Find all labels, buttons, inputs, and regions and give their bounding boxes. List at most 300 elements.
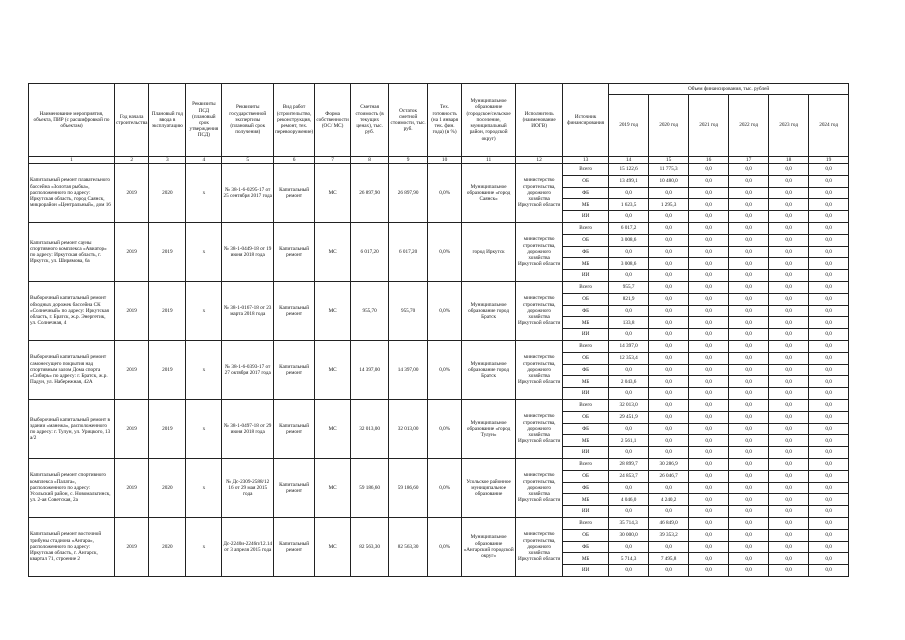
municipality: Усольское районное муниципальное образование (462, 458, 516, 517)
funding-amount: 0,0 (609, 541, 649, 553)
funding-amount: 0,0 (689, 364, 729, 376)
funding-amount: 0,0 (689, 293, 729, 305)
funding-amount: 0,0 (609, 270, 649, 282)
funding-amount: 0,0 (809, 506, 849, 518)
year-start: 2019 (115, 458, 149, 517)
funding-amount: 0,0 (649, 234, 689, 246)
expertise: Дс-2240и-2246п/12.14 от 3 апреля 2015 года (222, 517, 274, 576)
remaining-cost: 6 017,20 (389, 222, 428, 281)
funding-amount: 0,0 (649, 435, 689, 447)
funding-amount: 10 480,0 (649, 175, 689, 187)
funding-amount: 0,0 (809, 470, 849, 482)
funding-amount: 0,0 (689, 317, 729, 329)
header-executor: Исполнитель (наименование ИОГВ) (516, 84, 563, 157)
expertise: № 38-1-0167-18 от 23 марта 2018 года (222, 281, 274, 340)
funding-source: ОБ (563, 529, 609, 541)
funding-amount: 0,0 (689, 517, 729, 529)
column-number: 15 (649, 157, 689, 164)
funding-source: ИИ (563, 565, 609, 577)
remaining-cost: 32 013,00 (389, 399, 428, 458)
funding-amount: 0,0 (769, 517, 809, 529)
funding-amount: 0,0 (769, 506, 809, 518)
executor: министерство строительства, дорожного хозяйства Иркутской области (516, 458, 563, 517)
object-row (29, 281, 849, 293)
municipality: Муниципальное образование город Братск (462, 340, 516, 399)
funding-amount: 11 775,3 (649, 164, 689, 176)
funding-amount: 0,0 (729, 175, 769, 187)
funding-amount: 0,0 (729, 270, 769, 282)
funding-amount: 0,0 (729, 234, 769, 246)
funding-amount: 26 046,7 (649, 470, 689, 482)
executor: министерство строительства, дорожного хозяйства Иркутской области (516, 399, 563, 458)
funding-amount: 6 017,2 (609, 222, 649, 234)
funding-amount: 0,0 (729, 470, 769, 482)
funding-amount: 0,0 (649, 411, 689, 423)
work-type: Капитальный ремонт (274, 222, 315, 281)
funding-amount: 0,0 (729, 553, 769, 565)
funding-amount: 0,0 (689, 458, 729, 470)
object-name: Капитальный ремонт восточной трибуны стадиона «Ангара», расположенного по адресу: Иркутская область, г. Ангарск, квартал 71, строение 2 (29, 517, 115, 576)
funding-amount: 0,0 (689, 388, 729, 400)
funding-amount: 0,0 (809, 270, 849, 282)
funding-amount: 0,0 (729, 281, 769, 293)
funding-amount: 0,0 (649, 317, 689, 329)
funding-amount: 3 008,6 (609, 234, 649, 246)
funding-amount: 0,0 (769, 458, 809, 470)
funding-source: ОБ (563, 470, 609, 482)
ownership: МС (315, 164, 351, 223)
funding-amount: 0,0 (649, 376, 689, 388)
year-commission: 2020 (149, 517, 186, 576)
funding-amount: 0,0 (689, 187, 729, 199)
estimated-cost: 14 397,00 (351, 340, 389, 399)
funding-amount: 13 499,1 (609, 175, 649, 187)
readiness: 0,0% (428, 281, 462, 340)
funding-amount: 0,0 (689, 164, 729, 176)
funding-amount: 0,0 (729, 541, 769, 553)
object-name: Выборочный капитальный ремонт обходных дорожек бассейна СК «Солнечный» по адресу: Иркутская область, г. Братск, ж.р. Энергетик, ул. Солнечная, 4 (29, 281, 115, 340)
header-expertise: Реквизиты государственной экспертизы (плановый срок получения) (222, 84, 274, 157)
funding-amount: 0,0 (809, 329, 849, 341)
funding-amount: 0,0 (729, 329, 769, 341)
psd-approval: х (186, 399, 222, 458)
estimated-cost: 6 017,20 (351, 222, 389, 281)
header-readiness: Тех. готовность (на 1 января тек. фин. года) (в %) (428, 84, 462, 157)
object-name: Капитальный ремонт спортивного комплекса «Палата», расположенного по адресу: Усольский район, с. Новомальтинск, ул. 2-ая Советская, 2а (29, 458, 115, 517)
estimated-cost: 26 897,90 (351, 164, 389, 223)
funding-amount: 0,0 (769, 352, 809, 364)
funding-amount: 0,0 (809, 211, 849, 223)
column-number: 3 (149, 157, 186, 164)
expertise: № 38-1-6-0295-17 от 25 сентября 2017 года (222, 164, 274, 223)
readiness: 0,0% (428, 458, 462, 517)
expertise: № 38-1-0497-18 от 29 июня 2018 года (222, 399, 274, 458)
funding-amount: 1 295,3 (649, 199, 689, 211)
funding-amount: 0,0 (769, 435, 809, 447)
header-year-2021: 2021 год (689, 95, 729, 157)
object-row (29, 399, 849, 411)
funding-amount: 0,0 (649, 305, 689, 317)
year-commission: 2019 (149, 399, 186, 458)
funding-amount: 0,0 (769, 447, 809, 459)
header-municipality: Муниципальное образование (городское/сельское поселение, муниципальный район, городской округ) (462, 84, 516, 157)
expertise: № Дс-2309-2588/12 16 от 29 мая 2015 года (222, 458, 274, 517)
funding-source: МБ (563, 376, 609, 388)
funding-amount: 0,0 (689, 199, 729, 211)
funding-amount: 0,0 (809, 281, 849, 293)
funding-source: МБ (563, 494, 609, 506)
funding-amount: 0,0 (729, 164, 769, 176)
funding-source: ОБ (563, 411, 609, 423)
funding-source: Всего (563, 281, 609, 293)
funding-amount: 0,0 (649, 258, 689, 270)
funding-amount: 0,0 (649, 506, 689, 518)
funding-amount: 0,0 (809, 411, 849, 423)
funding-amount: 0,0 (689, 494, 729, 506)
municipality: город Иркутск (462, 222, 516, 281)
funding-amount: 0,0 (609, 482, 649, 494)
psd-approval: х (186, 281, 222, 340)
header-year-2023: 2023 год (769, 95, 809, 157)
funding-amount: 0,0 (609, 329, 649, 341)
estimated-cost: 59 186,60 (351, 458, 389, 517)
funding-source: ИИ (563, 329, 609, 341)
funding-amount: 0,0 (769, 317, 809, 329)
funding-amount: 0,0 (689, 541, 729, 553)
funding-amount: 0,0 (609, 565, 649, 577)
header-work-type: Вид работ (строительство, реконструкция, ремонт, тех. перевооружение) (274, 84, 315, 157)
funding-source: Всего (563, 340, 609, 352)
funding-amount: 0,0 (729, 305, 769, 317)
funding-amount: 0,0 (689, 258, 729, 270)
funding-source: МБ (563, 435, 609, 447)
readiness: 0,0% (428, 517, 462, 576)
object-row (29, 458, 849, 470)
funding-amount: 0,0 (809, 164, 849, 176)
funding-amount: 0,0 (769, 270, 809, 282)
funding-amount: 0,0 (689, 175, 729, 187)
funding-amount: 12 353,4 (609, 352, 649, 364)
funding-amount: 0,0 (729, 506, 769, 518)
object-name: Выборочный капитальный ремонт самонесущего покрытия над спортивным залом Дома спорта «Сибирь» по адресу: г. Братск, ж.р. Падун, ул. Набережная, 42А (29, 340, 115, 399)
funding-amount: 0,0 (809, 258, 849, 270)
column-number: 12 (516, 157, 563, 164)
municipality: Муниципальное образование «Ангарский городской округ» (462, 517, 516, 576)
ownership: МС (315, 340, 351, 399)
funding-amount: 0,0 (809, 305, 849, 317)
header-remaining: Остаток сметной стоимости, тыс. руб. (389, 84, 428, 157)
funding-source: ОБ (563, 293, 609, 305)
psd-approval: х (186, 222, 222, 281)
funding-amount: 0,0 (769, 494, 809, 506)
header-financing: Объем финансирования, тыс. рублей (609, 84, 849, 95)
funding-amount: 0,0 (809, 423, 849, 435)
column-number: 19 (809, 157, 849, 164)
column-number: 17 (729, 157, 769, 164)
readiness: 0,0% (428, 340, 462, 399)
funding-source: ИИ (563, 506, 609, 518)
funding-source: МБ (563, 553, 609, 565)
header-source: Источник финансирования (563, 84, 609, 157)
funding-amount: 0,0 (649, 293, 689, 305)
funding-amount: 0,0 (769, 388, 809, 400)
funding-amount: 0,0 (809, 447, 849, 459)
funding-amount: 0,0 (689, 211, 729, 223)
object-row (29, 222, 849, 234)
column-number: 13 (563, 157, 609, 164)
object-row (29, 340, 849, 352)
funding-amount: 0,0 (809, 246, 849, 258)
funding-amount: 0,0 (809, 399, 849, 411)
funding-source: ИИ (563, 211, 609, 223)
funding-amount: 0,0 (689, 222, 729, 234)
column-number: 16 (689, 157, 729, 164)
column-number: 14 (609, 157, 649, 164)
remaining-cost: 14 397,00 (389, 340, 428, 399)
column-number: 2 (115, 157, 149, 164)
funding-amount: 0,0 (649, 388, 689, 400)
funding-amount: 0,0 (809, 293, 849, 305)
funding-amount: 0,0 (729, 211, 769, 223)
expertise: № 38-1-0449-18 от 19 июня 2018 года (222, 222, 274, 281)
year-start: 2019 (115, 164, 149, 223)
funding-amount: 30 286,9 (649, 458, 689, 470)
funding-amount: 0,0 (649, 399, 689, 411)
funding-source: Всего (563, 164, 609, 176)
object-name: Выборочный капитальный ремонт в здании «манежа», расположенного по адресу: г. Тулун, ул. Урицкого, 13 а/2 (29, 399, 115, 458)
funding-amount: 0,0 (689, 435, 729, 447)
year-commission: 2020 (149, 164, 186, 223)
funding-amount: 0,0 (809, 494, 849, 506)
funding-amount: 0,0 (729, 494, 769, 506)
ownership: МС (315, 517, 351, 576)
funding-amount: 14 397,0 (609, 340, 649, 352)
funding-amount: 0,0 (689, 506, 729, 518)
funding-amount: 5 714,3 (609, 553, 649, 565)
funding-amount: 0,0 (769, 164, 809, 176)
object-row (29, 517, 849, 529)
funding-source: ФБ (563, 423, 609, 435)
year-start: 2019 (115, 340, 149, 399)
funding-source: ОБ (563, 352, 609, 364)
executor: министерство строительства, дорожного хозяйства Иркутской области (516, 340, 563, 399)
funding-amount: 0,0 (609, 211, 649, 223)
funding-amount: 0,0 (769, 293, 809, 305)
funding-amount: 0,0 (729, 199, 769, 211)
year-commission: 2019 (149, 281, 186, 340)
funding-amount: 0,0 (809, 340, 849, 352)
municipality: Муниципальное образование «город Саянск» (462, 164, 516, 223)
funding-amount: 0,0 (809, 435, 849, 447)
funding-amount: 0,0 (809, 517, 849, 529)
funding-amount: 0,0 (729, 222, 769, 234)
ownership: МС (315, 281, 351, 340)
funding-amount: 0,0 (809, 199, 849, 211)
funding-amount: 0,0 (689, 411, 729, 423)
funding-amount: 0,0 (609, 305, 649, 317)
funding-amount: 0,0 (729, 364, 769, 376)
funding-amount: 0,0 (809, 482, 849, 494)
funding-amount: 4 240,2 (649, 494, 689, 506)
year-start: 2019 (115, 399, 149, 458)
funding-amount: 0,0 (649, 482, 689, 494)
municipality: Муниципальное образование «город Тулун» (462, 399, 516, 458)
funding-amount: 0,0 (729, 517, 769, 529)
funding-source: ФБ (563, 305, 609, 317)
funding-amount: 0,0 (769, 211, 809, 223)
funding-amount: 0,0 (609, 423, 649, 435)
header-year-2024: 2024 год (809, 95, 849, 157)
funding-amount: 0,0 (689, 482, 729, 494)
funding-amount: 0,0 (649, 447, 689, 459)
funding-amount: 0,0 (769, 529, 809, 541)
funding-amount: 29 451,9 (609, 411, 649, 423)
funding-amount: 0,0 (769, 376, 809, 388)
funding-amount: 0,0 (689, 270, 729, 282)
funding-amount: 0,0 (769, 340, 809, 352)
estimated-cost: 82 563,30 (351, 517, 389, 576)
funding-amount: 0,0 (809, 234, 849, 246)
remaining-cost: 82 563,30 (389, 517, 428, 576)
funding-amount: 2 043,6 (609, 376, 649, 388)
municipality: Муниципальное образование город Братск (462, 281, 516, 340)
header-year-2022: 2022 год (729, 95, 769, 157)
header-psd-approval: Реквизиты ПСД (плановый срок утверждения ПСД) (186, 84, 222, 157)
funding-amount: 0,0 (729, 293, 769, 305)
funding-source: ОБ (563, 234, 609, 246)
work-type: Капитальный ремонт (274, 517, 315, 576)
funding-amount: 15 122,6 (609, 164, 649, 176)
readiness: 0,0% (428, 222, 462, 281)
estimated-cost: 955,70 (351, 281, 389, 340)
funding-amount: 0,0 (729, 399, 769, 411)
funding-amount: 7 495,8 (649, 553, 689, 565)
funding-amount: 0,0 (609, 187, 649, 199)
work-type: Капитальный ремонт (274, 399, 315, 458)
column-number: 7 (315, 157, 351, 164)
funding-amount: 4 046,0 (609, 494, 649, 506)
funding-amount: 0,0 (649, 352, 689, 364)
funding-amount: 0,0 (769, 246, 809, 258)
header-year-2020: 2020 год (649, 95, 689, 157)
funding-source: ИИ (563, 270, 609, 282)
funding-amount: 0,0 (809, 529, 849, 541)
funding-amount: 0,0 (809, 222, 849, 234)
funding-amount: 30 000,0 (609, 529, 649, 541)
funding-amount: 0,0 (689, 352, 729, 364)
funding-amount: 0,0 (729, 411, 769, 423)
funding-amount: 0,0 (689, 553, 729, 565)
funding-amount: 24 853,7 (609, 470, 649, 482)
header-year-commission: Плановый год ввода в эксплуатацию (149, 84, 186, 157)
funding-amount: 0,0 (689, 399, 729, 411)
ownership: МС (315, 458, 351, 517)
remaining-cost: 59 186,60 (389, 458, 428, 517)
column-number: 18 (769, 157, 809, 164)
funding-amount: 0,0 (609, 506, 649, 518)
funding-amount: 0,0 (689, 281, 729, 293)
psd-approval: х (186, 340, 222, 399)
funding-amount: 0,0 (809, 565, 849, 577)
psd-approval: х (186, 164, 222, 223)
funding-amount: 0,0 (729, 317, 769, 329)
readiness: 0,0% (428, 164, 462, 223)
header-year-2019: 2019 год (609, 95, 649, 157)
funding-amount: 0,0 (729, 388, 769, 400)
funding-amount: 0,0 (769, 482, 809, 494)
funding-amount: 0,0 (689, 305, 729, 317)
column-number: 4 (186, 157, 222, 164)
funding-source: МБ (563, 317, 609, 329)
funding-source: ФБ (563, 482, 609, 494)
funding-amount: 0,0 (729, 246, 769, 258)
funding-amount: 0,0 (769, 305, 809, 317)
funding-amount: 0,0 (649, 270, 689, 282)
funding-amount: 0,0 (769, 258, 809, 270)
funding-amount: 0,0 (809, 317, 849, 329)
column-number: 5 (222, 157, 274, 164)
funding-amount: 0,0 (649, 222, 689, 234)
ownership: МС (315, 399, 351, 458)
funding-amount: 0,0 (689, 529, 729, 541)
funding-amount: 0,0 (689, 447, 729, 459)
funding-amount: 3 008,6 (609, 258, 649, 270)
funding-source: Всего (563, 399, 609, 411)
funding-amount: 0,0 (729, 529, 769, 541)
funding-amount: 0,0 (769, 175, 809, 187)
column-number: 10 (428, 157, 462, 164)
funding-amount: 0,0 (729, 423, 769, 435)
funding-amount: 0,0 (809, 175, 849, 187)
funding-amount: 0,0 (769, 222, 809, 234)
funding-amount: 0,0 (769, 553, 809, 565)
funding-amount: 0,0 (609, 447, 649, 459)
object-name: Капитальный ремонт плавательного бассейна «Золотая рыбка», расположенного по адресу: Иркутская область, город Саянск, микрорайон «Центральный», дом 16 (29, 164, 115, 223)
column-number: 1 (29, 157, 115, 164)
funding-amount: 0,0 (649, 246, 689, 258)
funding-amount: 35 714,3 (609, 517, 649, 529)
funding-amount: 0,0 (729, 352, 769, 364)
funding-amount: 0,0 (689, 423, 729, 435)
funding-amount: 0,0 (609, 388, 649, 400)
program-table (28, 83, 849, 577)
funding-amount: 32 013,0 (609, 399, 649, 411)
column-number: 11 (462, 157, 516, 164)
object-row (29, 164, 849, 176)
funding-source: Всего (563, 222, 609, 234)
funding-amount: 0,0 (689, 234, 729, 246)
funding-amount: 0,0 (769, 411, 809, 423)
header-cost: Сметная стоимость (в текущих ценах), тыс. руб. (351, 84, 389, 157)
funding-amount: 0,0 (769, 187, 809, 199)
funding-amount: 0,0 (809, 376, 849, 388)
program-table-sheet (28, 83, 849, 577)
year-commission: 2020 (149, 458, 186, 517)
funding-amount: 0,0 (809, 187, 849, 199)
funding-amount: 0,0 (729, 458, 769, 470)
funding-source: МБ (563, 199, 609, 211)
year-start: 2019 (115, 517, 149, 576)
funding-amount: 46 849,0 (649, 517, 689, 529)
funding-source: ОБ (563, 175, 609, 187)
funding-amount: 0,0 (769, 234, 809, 246)
funding-amount: 0,0 (649, 187, 689, 199)
funding-amount: 0,0 (769, 329, 809, 341)
funding-amount: 0,0 (769, 281, 809, 293)
funding-amount: 0,0 (649, 364, 689, 376)
funding-amount: 0,0 (769, 199, 809, 211)
funding-amount: 0,0 (769, 470, 809, 482)
